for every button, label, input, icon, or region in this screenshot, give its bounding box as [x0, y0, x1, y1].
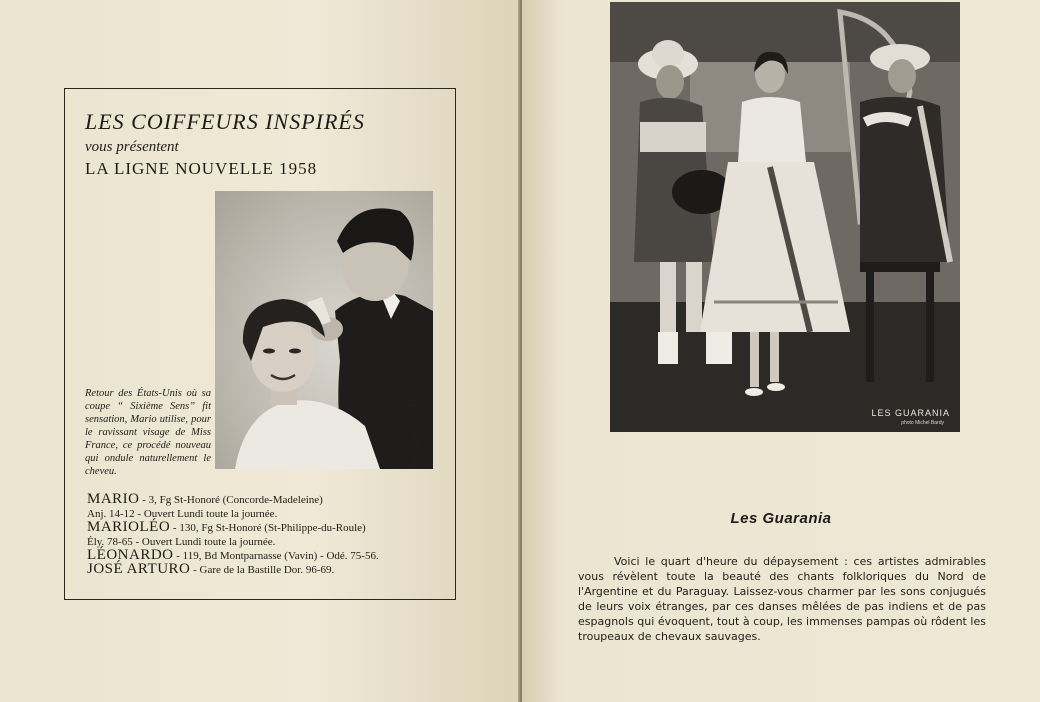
hairdresser-advertisement	[64, 88, 456, 600]
ad-subtitle: vous présentent	[85, 139, 179, 155]
address-line: LÉONARDO - 119, Bd Montparnasse (Vavin) - Odé. 75-56.	[87, 547, 379, 563]
salon-address-list	[87, 493, 447, 577]
article-body: Voici le quart d'heure du dépaysement : ces artistes admirables vous révèlent toute la beauté des chants folkloriques du Nord de l'Argentine et du Paraguay. Laissez-vous charmer par les sons conjugués de leurs voix étranges, par ces danses mêlées de pas indiens et de pas espagnols qui évoquent, tout à coup, les immenses pampas où rôdent les troupeaux de chevaux sauvages.	[578, 555, 986, 643]
photo-credit: PHOTO J. STARA	[412, 390, 419, 461]
hairdresser-illustration	[215, 191, 433, 469]
address-line: MARIO - 3, Fg St-Honoré (Concorde-Madeleine)	[87, 491, 323, 507]
article-heading: Les Guarania	[730, 510, 832, 527]
right-page	[522, 0, 1040, 702]
ad-collection-line: LA LIGNE NOUVELLE 1958	[85, 159, 318, 178]
guarania-illustration	[610, 2, 960, 432]
address-line: JOSÉ ARTURO - Gare de la Bastille Dor. 96-69.	[87, 561, 335, 577]
photo-label: LES GUARANIA	[871, 408, 950, 418]
address-line: MARIOLÉO - 130, Fg St-Honoré (St-Philippe-du-Roule)	[87, 519, 366, 535]
hairdresser-photo	[215, 191, 433, 469]
ad-caption: Retour des États-Unis où sa coupe “ Sixième Sens” fit sensation, Mario utilise, pour le ravissant visage de Miss France, ce procédé nouveau qui ondule naturellement le cheveu.	[85, 388, 211, 477]
photo-credit-small: photo Michel Bardy	[901, 420, 944, 426]
guarania-photo	[610, 2, 960, 432]
address-line: Ély. 78-65 - Ouvert Lundi toute la journée.	[87, 536, 276, 548]
ad-title: LES COIFFEURS INSPIRÉS	[85, 109, 365, 134]
address-line: Anj. 14-12 - Ouvert Lundi toute la journée.	[87, 508, 278, 520]
